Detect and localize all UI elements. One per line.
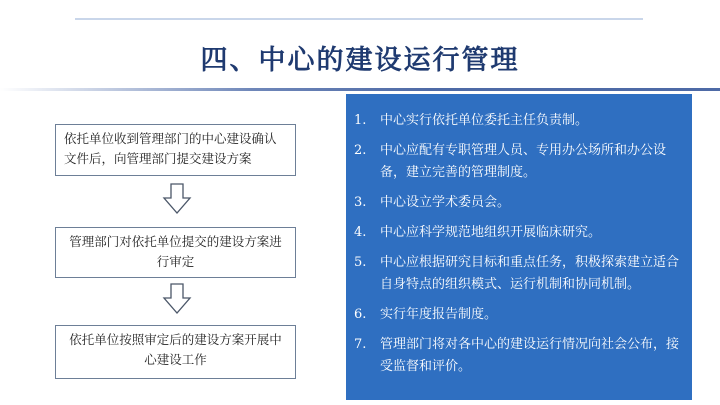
item-number: 4. <box>354 225 367 240</box>
down-arrow-icon <box>162 183 192 215</box>
item-text: 中心应配有专职管理人员、专用办公场所和办公设备，建立完善的管理制度。 <box>380 143 667 180</box>
flow-step-1: 依托单位收到管理部门的中心建设确认文件后，向管理部门提交建设方案 <box>55 124 296 176</box>
list-item <box>354 334 682 378</box>
flow-step-2: 管理部门对依托单位提交的建设方案进行审定 <box>55 227 296 278</box>
list-item <box>354 140 682 184</box>
item-number: 7. <box>354 337 367 352</box>
item-text: 实行年度报告制度。 <box>380 307 498 322</box>
item-text: 中心应科学规范地组织开展临床研究。 <box>380 225 602 240</box>
title-divider <box>0 88 720 91</box>
list-item <box>354 222 682 244</box>
item-text: 管理部门将对各中心的建设运行情况向社会公布，接受监督和评价。 <box>380 337 680 374</box>
item-text: 中心实行依托单位委托主任负责制。 <box>380 113 589 128</box>
item-number: 5. <box>354 255 367 270</box>
top-divider <box>75 18 643 20</box>
item-number: 6. <box>354 307 367 322</box>
list-item <box>354 304 682 326</box>
item-text: 中心设立学术委员会。 <box>380 195 511 210</box>
list-item <box>354 110 682 132</box>
requirements-panel <box>346 94 692 400</box>
item-text: 中心应根据研究目标和重点任务，积极探索建立适合自身特点的组织模式、运行机制和协同机制。 <box>380 255 680 292</box>
flow-step-3: 依托单位按照审定后的建设方案开展中心建设工作 <box>55 325 296 379</box>
down-arrow-icon <box>162 283 192 315</box>
item-number: 3. <box>354 195 367 210</box>
item-number: 1. <box>354 113 367 128</box>
slide-title: 四、中心的建设运行管理 <box>200 45 520 76</box>
list-item <box>354 192 682 214</box>
item-number: 2. <box>354 143 367 158</box>
list-item <box>354 252 682 296</box>
